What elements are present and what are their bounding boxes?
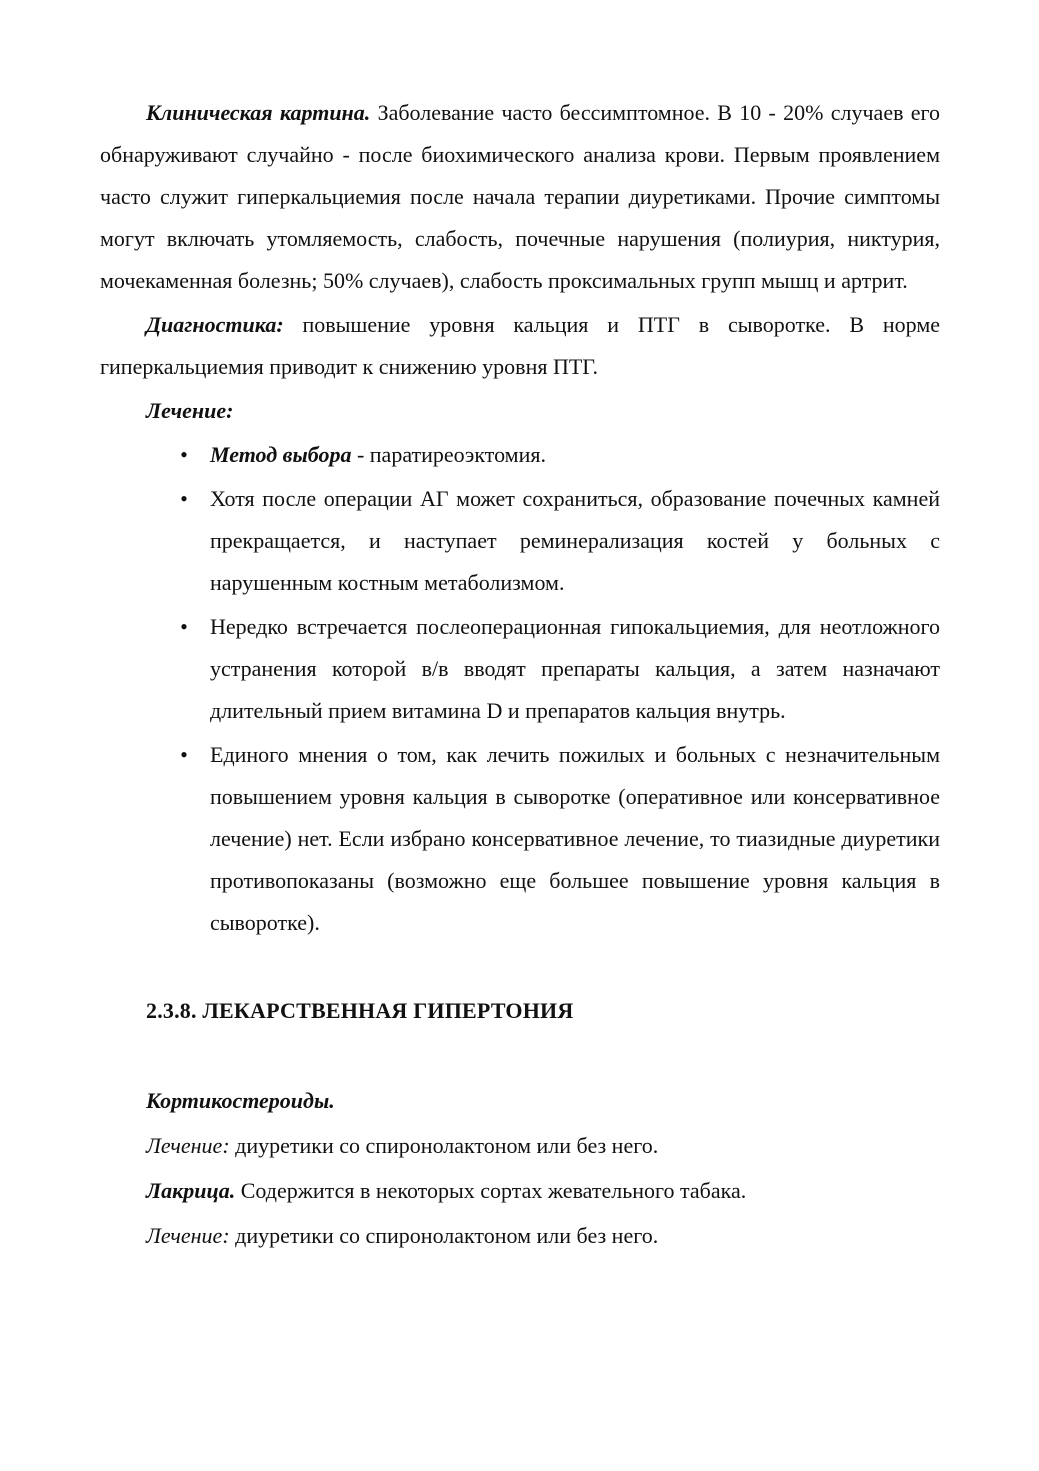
list-item (180, 478, 940, 604)
list-item-text: - паратиреоэктомия. (351, 442, 546, 467)
licorice-treatment-label: Лечение: (146, 1223, 230, 1248)
diagnostics-paragraph (100, 304, 940, 388)
list-item-text: Единого мнения о том, как лечить пожилых и больных с незначительным повышением уровня кальция в сыворотке (оперативное или консервативное лечение) нет. Если избрано консервативное лечение, то тиазидные диуретики противопоказаны (возможно еще большее повышение уровня кальция в сыворотке). (210, 742, 940, 935)
licorice-title: Лакрица. (146, 1178, 236, 1203)
diagnostics-label: Диагностика: (146, 312, 284, 337)
document-page (100, 92, 940, 1258)
bullet-icon: • (180, 486, 188, 511)
treatment-heading: Лечение: (146, 398, 234, 423)
list-item (180, 734, 940, 944)
list-item (180, 606, 940, 732)
list-item-bold: Метод выбора (210, 442, 352, 467)
licorice-treatment (146, 1213, 940, 1258)
bullet-icon: • (180, 742, 188, 767)
diagnostics-text: повышение уровня кальция и ПТГ в сыворотке. В норме гиперкальциемия приводит к снижению уровня ПТГ. (100, 312, 940, 379)
list-item-text: Нередко встречается послеоперационная гипокальциемия, для неотложного устранения которой в/в вводят препараты кальция, а затем назначают длительный прием витамина D и препаратов кальция внутрь. (210, 614, 940, 723)
corticosteroids-treatment (146, 1123, 940, 1168)
licorice-line (146, 1168, 940, 1213)
clinical-label: Клиническая картина. (146, 100, 371, 125)
clinical-paragraph (100, 92, 940, 302)
section-title: 2.3.8. ЛЕКАРСТВЕННАЯ ГИПЕРТОНИЯ (146, 998, 574, 1023)
licorice-text: Содержится в некоторых сортах жевательного табака. (235, 1178, 747, 1203)
bullet-icon: • (180, 614, 188, 639)
licorice-treatment-text: диуретики со спиронолактоном или без него. (229, 1223, 659, 1248)
bullet-icon: • (180, 442, 188, 467)
treatment-list (100, 434, 940, 944)
clinical-text: Заболевание часто бессимптомное. В 10 - 20% случаев его обнаруживают случайно - после биохимического анализа крови. Первым проявлением часто служит гиперкальциемия после начала терапии диуретиками. Прочие симптомы могут включать утомляемость, слабость, почечные нарушения (полиурия, никтурия, мочекаменная болезнь; 50% случаев), слабость проксимальных групп мышц и артрит. (100, 100, 940, 293)
list-item-text: Хотя после операции АГ может сохраниться, образование почечных камней прекращается, и наступает реминерализация костей у больных с нарушенным костным метаболизмом. (210, 486, 940, 595)
corticosteroids-title: Кортикостероиды. (146, 1088, 335, 1113)
corticosteroids-treatment-text: диуретики со спиронолактоном или без него. (229, 1133, 659, 1158)
list-item (180, 434, 940, 476)
corticosteroids-treatment-label: Лечение: (146, 1133, 230, 1158)
